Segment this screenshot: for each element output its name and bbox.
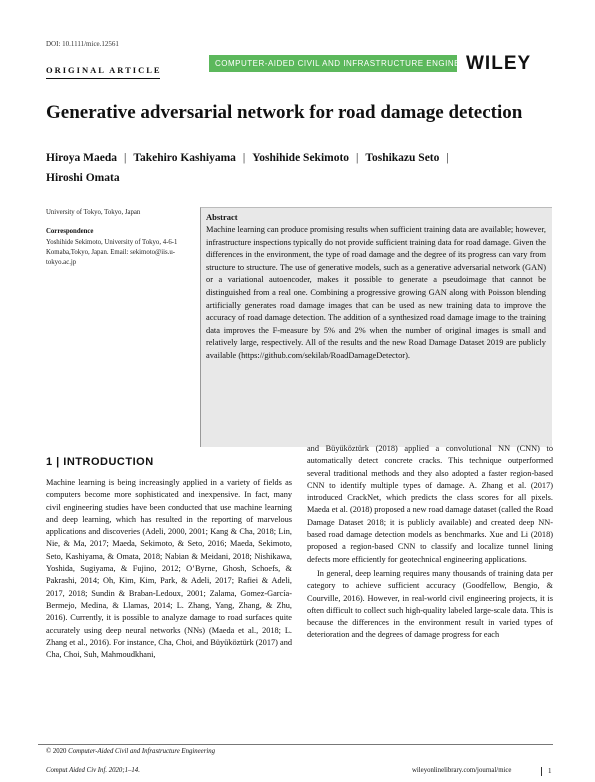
- paragraph: In general, deep learning requires many thousands of training data per category to achieve sufficient accuracy (Goodfellow, Bengio, & Courville, 2016). However, in real-world civil engineering projects, it is often difficult to collect such high-quality labeled large-scale data. This is because the differences in the environment result in varied types of deterioration and the degrees of damage progress for each: [307, 568, 553, 640]
- paragraph: and Büyüköztürk (2018) applied a convolutional NN (CNN) to automatically detect concrete cracks. This technique outperformed several traditional methods and they also adopted a faster region-based CNN to identify multiple types of damage. A. Zhang et al. (2017) introduced CrackNet, which predicts the class scores for all pixels. Maeda et al. (2018) proposed a new road damage dataset (called the Road Damage Dataset 2018; it is publicly available) and created deep NN-based road damage detection models as benchmarks. Xue and Li (2018) proposed a region-based CNN to classify and localize tunnel lining defects more efficiently for geotechnical engineering applications.: [307, 444, 553, 564]
- abstract-text: Machine learning can produce promising results when sufficient training data are available; however, infrastructure inspections typically do not provide sufficient training data for road damage. Given the differences in the environment, the type of road damage and the degree of its progress can vary from structure to structure. The use of generative models, such as a generative adversarial network (GAN) or a variational autoencoder, makes it possible to generate a pseudoimage that cannot be distinguished from a real one. Combining a progressive growing GAN along with Poisson blending artificially generates road damage images that can be used as new training data to improve the accuracy of road damage detection. The addition of a synthesized road damage image to the training data improves the F-measure by 5% and 2% when the number of original images is small and relatively large, respectively. All of the results and the new Road Damage Dataset 2019 are publicly available (https://github.com/sekilab/RoadDamageDetector).: [206, 225, 546, 360]
- abstract-box: [200, 207, 552, 447]
- correspondence-heading: Correspondence: [46, 228, 94, 235]
- copyright-year: © 2020: [46, 748, 67, 755]
- author-separator: |: [242, 152, 246, 164]
- author-name[interactable]: Toshikazu Seto: [365, 152, 440, 164]
- body-column-right: [307, 443, 553, 642]
- body-column-left: [46, 477, 292, 661]
- author-separator: |: [124, 152, 127, 164]
- page-number: 1: [541, 767, 552, 776]
- publisher-logo: WILEY: [466, 53, 532, 74]
- author-name[interactable]: Takehiro Kashiyama: [133, 152, 236, 164]
- section-heading: 1 | INTRODUCTION: [46, 456, 154, 468]
- author-list: [46, 148, 556, 188]
- journal-url-link[interactable]: wileyonlinelibrary.com/journal/mice: [412, 767, 512, 774]
- journal-banner: COMPUTER-AIDED CIVIL AND INFRASTRUCTURE ENGINEERING: [209, 55, 457, 72]
- copyright-line: [46, 748, 215, 755]
- paper-title: Generative adversarial network for road damage detection: [46, 102, 523, 123]
- author-separator: |: [446, 152, 449, 164]
- affiliation: University of Tokyo, Tokyo, Japan: [46, 209, 141, 216]
- author-name[interactable]: Yoshihide Sekimoto: [252, 152, 350, 164]
- author-name[interactable]: Hiroya Maeda: [46, 152, 118, 164]
- footer-rule: [38, 744, 553, 745]
- paragraph: Machine learning is being increasingly applied in a variety of fields as computers become more sophisticated and inexpensive. In fact, many civil engineering studies have been conducted that use machine learning and deep learning, which has resulted in the reporting of marvelous applications and discoveries (Adeli, 2000, 2001; Kang & Cha, 2018; Lin, Nie, & Ma, 2017; Maeda, Sekimoto, & Seto, 2016; Maeda, Sekimoto, Seto, Kashiyama, & Omata, 2018; Nabian & Meidani, 2018; Nishikawa, Yoshida, Sugiyama, & Fujino, 2012; O’Byrne, Ghosh, Schoefs, & Pakrashi, 2014; Oh, Kim, Kim, Park, & Adeli, 2017; Rafiei & Adeli, 2017, 2018; Sundin & Braban-Ledoux, 2001; Zalama, Gomez-García-Bermejo, Medina, & Llamas, 2014; L. Zhang, Yang, Zhang, & Zhu, 2016). Currently, it is possible to analyze damage to road surfaces quite accurately using deep neural networks (NNs) (Maeda et al., 2018; L. Zhang et al., 2016). For instance, Cha, Choi, and Büyüköztürk (2017) and Cha, Choi, Suh, Mahmoudkhani,: [46, 478, 292, 660]
- correspondence-text: Yoshihide Sekimoto, University of Tokyo, 4-6-1 Komaba,Tokyo, Japan. Email: sekimoto@iis.u-tokyo.ac.jp: [46, 239, 178, 266]
- copyright-journal: Computer-Aided Civil and Infrastructure Engineering: [68, 748, 216, 755]
- author-separator: |: [356, 152, 359, 164]
- header-rule: [46, 78, 160, 79]
- citation-line: Comput Aided Civ Inf. 2020;1–14.: [46, 767, 140, 774]
- abstract-heading: Abstract: [206, 212, 238, 222]
- article-type-label: ORIGINAL ARTICLE: [46, 65, 162, 75]
- author-name[interactable]: Hiroshi Omata: [46, 172, 120, 184]
- doi-text: DOI: 10.1111/mice.12561: [46, 40, 119, 48]
